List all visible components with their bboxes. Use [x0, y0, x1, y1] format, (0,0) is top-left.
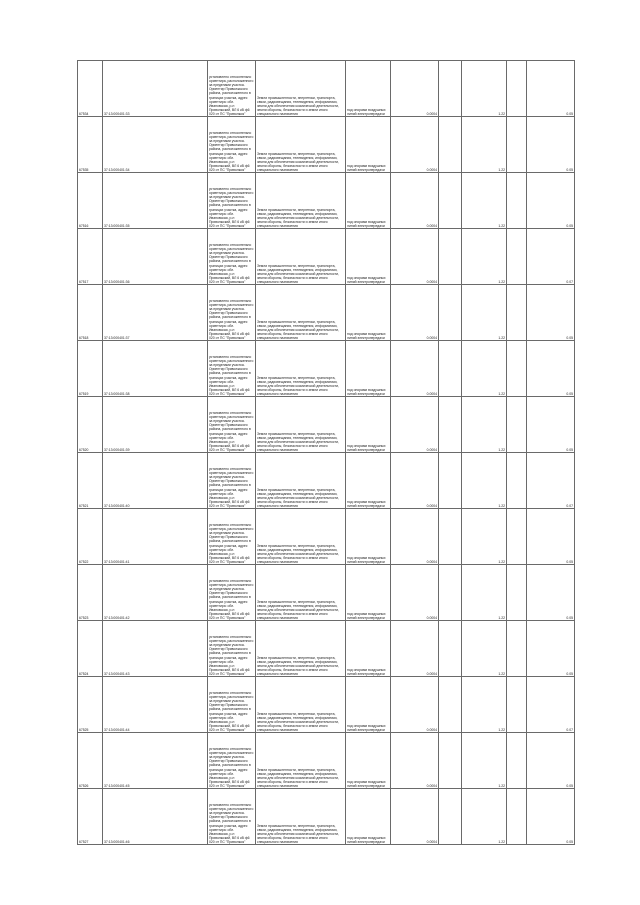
row-id-cell: 67520	[78, 397, 103, 453]
coefficient-cell: 1.22	[462, 789, 507, 845]
table-row	[78, 565, 575, 621]
table-row	[78, 173, 575, 229]
permitted-use-cell: под опорами воздушных линий электропередачи	[346, 509, 391, 565]
empty-cell	[507, 229, 527, 285]
rate-cell: 0.05	[527, 117, 575, 173]
rate-cell: 0.05	[527, 621, 575, 677]
coefficient-cell: 1.22	[462, 733, 507, 789]
location-description-cell: установлено относительно ориентира, расположенного за пределами участка. Ориентир Приволжского района, расположенного в границах участка, адрес ориентира: обл. Ивановская, р-н Приволжский, ВЛ 6 кВ ф6 020 от ПС "Приволжск"	[208, 61, 256, 117]
cadastral-number-cell: 37:13:000401:34	[103, 117, 208, 173]
permitted-use-cell: под опорами воздушных линий электропередачи	[346, 733, 391, 789]
row-id-cell: 67527	[78, 789, 103, 845]
empty-cell	[507, 677, 527, 733]
permitted-use-cell: под опорами воздушных линий электропередачи	[346, 117, 391, 173]
empty-cell	[439, 453, 462, 509]
land-category-cell: Земли промышленности, энергетики, транспорта, связи, радиовещания, телевидения, информатики, земли для обеспечения космической деятельности, земли обороны, безопасности и земли иного специального назначения	[256, 621, 346, 677]
rate-cell: 0.05	[527, 509, 575, 565]
empty-cell	[507, 61, 527, 117]
cadastral-number-cell: 37:13:000401:46	[103, 789, 208, 845]
area-cell: 0.0004	[391, 117, 439, 173]
rate-cell: 0.05	[527, 733, 575, 789]
row-id-cell: 67518	[78, 285, 103, 341]
empty-cell	[507, 453, 527, 509]
permitted-use-cell: под опорами воздушных линий электропередачи	[346, 789, 391, 845]
cadastral-number-cell: 37:13:000401:39	[103, 397, 208, 453]
coefficient-cell: 1.22	[462, 621, 507, 677]
cadastral-number-cell: 37:13:000401:42	[103, 565, 208, 621]
row-id-cell: 67516	[78, 173, 103, 229]
row-id-cell: 67526	[78, 733, 103, 789]
rate-cell: 0.05	[527, 789, 575, 845]
table-row	[78, 397, 575, 453]
table-row	[78, 341, 575, 397]
area-cell: 0.0004	[391, 509, 439, 565]
table-row	[78, 677, 575, 733]
row-id-cell: 67517	[78, 229, 103, 285]
table-row	[78, 621, 575, 677]
permitted-use-cell: под опорами воздушных линий электропередачи	[346, 677, 391, 733]
location-description-cell: установлено относительно ориентира, расположенного за пределами участка. Ориентир Приволжского района, расположенного в границах участка, адрес ориентира: обл. Ивановская, р-н Приволжский, ВЛ 6 кВ ф6 020 от ПС "Приволжск"	[208, 173, 256, 229]
location-description-cell: установлено относительно ориентира, расположенного за пределами участка. Ориентир Приволжского района, расположенного в границах участка, адрес ориентира: обл. Ивановская, р-н Приволжский, ВЛ 6 кВ ф6 020 от ПС "Приволжск"	[208, 453, 256, 509]
table-row	[78, 733, 575, 789]
empty-cell	[439, 173, 462, 229]
coefficient-cell: 1.22	[462, 117, 507, 173]
cadastral-number-cell: 37:13:000401:33	[103, 61, 208, 117]
cadastral-number-cell: 37:13:000401:44	[103, 677, 208, 733]
coefficient-cell: 1.22	[462, 397, 507, 453]
coefficient-cell: 1.22	[462, 565, 507, 621]
empty-cell	[439, 229, 462, 285]
empty-cell	[439, 117, 462, 173]
rate-cell: 0.05	[527, 565, 575, 621]
land-category-cell: Земли промышленности, энергетики, транспорта, связи, радиовещания, телевидения, информатики, земли для обеспечения космической деятельности, земли обороны, безопасности и земли иного специального назначения	[256, 397, 346, 453]
table-row	[78, 117, 575, 173]
location-description-cell: установлено относительно ориентира, расположенного за пределами участка. Ориентир Приволжского района, расположенного в границах участка, адрес ориентира: обл. Ивановская, р-н Приволжский, ВЛ 6 кВ ф6 020 от ПС "Приволжск"	[208, 509, 256, 565]
location-description-cell: установлено относительно ориентира, расположенного за пределами участка. Ориентир Приволжского района, расположенного в границах участка, адрес ориентира: обл. Ивановская, р-н Приволжский, ВЛ 6 кВ ф6 020 от ПС "Приволжск"	[208, 621, 256, 677]
area-cell: 0.0004	[391, 61, 439, 117]
rate-cell: 0.05	[527, 173, 575, 229]
location-description-cell: установлено относительно ориентира, расположенного за пределами участка. Ориентир Приволжского района, расположенного в границах участка, адрес ориентира: обл. Ивановская, р-н Приволжский, ВЛ 6 кВ ф6 020 от ПС "Приволжск"	[208, 341, 256, 397]
empty-cell	[439, 677, 462, 733]
empty-cell	[507, 789, 527, 845]
area-cell: 0.0004	[391, 285, 439, 341]
area-cell: 0.0004	[391, 341, 439, 397]
land-category-cell: Земли промышленности, энергетики, транспорта, связи, радиовещания, телевидения, информатики, земли для обеспечения космической деятельности, земли обороны, безопасности и земли иного специального назначения	[256, 509, 346, 565]
location-description-cell: установлено относительно ориентира, расположенного за пределами участка. Ориентир Приволжского района, расположенного в границах участка, адрес ориентира: обл. Ивановская, р-н Приволжский, ВЛ 6 кВ ф6 020 от ПС "Приволжск"	[208, 229, 256, 285]
empty-cell	[507, 565, 527, 621]
row-id-cell: 67535	[78, 117, 103, 173]
rate-cell: 0.05	[527, 397, 575, 453]
permitted-use-cell: под опорами воздушных линий электропередачи	[346, 341, 391, 397]
location-description-cell: установлено относительно ориентира, расположенного за пределами участка. Ориентир Приволжского района, расположенного в границах участка, адрес ориентира: обл. Ивановская, р-н Приволжский, ВЛ 6 кВ ф6 020 от ПС "Приволжск"	[208, 733, 256, 789]
table-row	[78, 453, 575, 509]
land-category-cell: Земли промышленности, энергетики, транспорта, связи, радиовещания, телевидения, информатики, земли для обеспечения космической деятельности, земли обороны, безопасности и земли иного специального назначения	[256, 229, 346, 285]
row-id-cell: 67524	[78, 621, 103, 677]
land-plots-table	[77, 60, 575, 845]
area-cell: 0.0004	[391, 565, 439, 621]
empty-cell	[439, 565, 462, 621]
land-category-cell: Земли промышленности, энергетики, транспорта, связи, радиовещания, телевидения, информатики, земли для обеспечения космической деятельности, земли обороны, безопасности и земли иного специального назначения	[256, 341, 346, 397]
row-id-cell: 67534	[78, 61, 103, 117]
coefficient-cell: 1.22	[462, 229, 507, 285]
empty-cell	[439, 397, 462, 453]
empty-cell	[507, 341, 527, 397]
table-row	[78, 509, 575, 565]
rate-cell: 0.05	[527, 341, 575, 397]
table-row	[78, 61, 575, 117]
coefficient-cell: 1.22	[462, 509, 507, 565]
permitted-use-cell: под опорами воздушных линий электропередачи	[346, 173, 391, 229]
land-category-cell: Земли промышленности, энергетики, транспорта, связи, радиовещания, телевидения, информатики, земли для обеспечения космической деятельности, земли обороны, безопасности и земли иного специального назначения	[256, 117, 346, 173]
location-description-cell: установлено относительно ориентира, расположенного за пределами участка. Ориентир Приволжского района, расположенного в границах участка, адрес ориентира: обл. Ивановская, р-н Приволжский, ВЛ 6 кВ ф6 020 от ПС "Приволжск"	[208, 677, 256, 733]
empty-cell	[507, 285, 527, 341]
row-id-cell: 67523	[78, 565, 103, 621]
empty-cell	[439, 61, 462, 117]
table-row	[78, 285, 575, 341]
area-cell: 0.0004	[391, 229, 439, 285]
location-description-cell: установлено относительно ориентира, расположенного за пределами участка. Ориентир Приволжского района, расположенного в границах участка, адрес ориентира: обл. Ивановская, р-н Приволжский, ВЛ 6 кВ ф6 020 от ПС "Приволжск"	[208, 565, 256, 621]
land-category-cell: Земли промышленности, энергетики, транспорта, связи, радиовещания, телевидения, информатики, земли для обеспечения космической деятельности, земли обороны, безопасности и земли иного специального назначения	[256, 565, 346, 621]
coefficient-cell: 1.22	[462, 677, 507, 733]
empty-cell	[439, 285, 462, 341]
coefficient-cell: 1.22	[462, 453, 507, 509]
permitted-use-cell: под опорами воздушных линий электропередачи	[346, 621, 391, 677]
rate-cell: 0.07	[527, 229, 575, 285]
permitted-use-cell: под опорами воздушных линий электропередачи	[346, 397, 391, 453]
empty-cell	[439, 621, 462, 677]
location-description-cell: установлено относительно ориентира, расположенного за пределами участка. Ориентир Приволжского района, расположенного в границах участка, адрес ориентира: обл. Ивановская, р-н Приволжский, ВЛ 6 кВ ф6 020 от ПС "Приволжск"	[208, 789, 256, 845]
table-row	[78, 789, 575, 845]
location-description-cell: установлено относительно ориентира, расположенного за пределами участка. Ориентир Приволжского района, расположенного в границах участка, адрес ориентира: обл. Ивановская, р-н Приволжский, ВЛ 6 кВ ф6 020 от ПС "Приволжск"	[208, 117, 256, 173]
empty-cell	[507, 117, 527, 173]
cadastral-number-cell: 37:13:000401:38	[103, 341, 208, 397]
area-cell: 0.0004	[391, 733, 439, 789]
empty-cell	[439, 789, 462, 845]
row-id-cell: 67521	[78, 453, 103, 509]
empty-cell	[507, 733, 527, 789]
empty-cell	[507, 621, 527, 677]
empty-cell	[507, 173, 527, 229]
row-id-cell: 67519	[78, 341, 103, 397]
row-id-cell: 67525	[78, 677, 103, 733]
rate-cell: 0.07	[527, 677, 575, 733]
permitted-use-cell: под опорами воздушных линий электропередачи	[346, 61, 391, 117]
permitted-use-cell: под опорами воздушных линий электропередачи	[346, 285, 391, 341]
cadastral-number-cell: 37:13:000401:36	[103, 229, 208, 285]
area-cell: 0.0004	[391, 397, 439, 453]
permitted-use-cell: под опорами воздушных линий электропередачи	[346, 229, 391, 285]
cadastral-number-cell: 37:13:000401:40	[103, 453, 208, 509]
empty-cell	[439, 509, 462, 565]
land-category-cell: Земли промышленности, энергетики, транспорта, связи, радиовещания, телевидения, информатики, земли для обеспечения космической деятельности, земли обороны, безопасности и земли иного специального назначения	[256, 789, 346, 845]
land-category-cell: Земли промышленности, энергетики, транспорта, связи, радиовещания, телевидения, информатики, земли для обеспечения космической деятельности, земли обороны, безопасности и земли иного специального назначения	[256, 733, 346, 789]
land-category-cell: Земли промышленности, энергетики, транспорта, связи, радиовещания, телевидения, информатики, земли для обеспечения космической деятельности, земли обороны, безопасности и земли иного специального назначения	[256, 677, 346, 733]
area-cell: 0.0004	[391, 173, 439, 229]
empty-cell	[507, 509, 527, 565]
empty-cell	[439, 733, 462, 789]
empty-cell	[439, 341, 462, 397]
location-description-cell: установлено относительно ориентира, расположенного за пределами участка. Ориентир Приволжского района, расположенного в границах участка, адрес ориентира: обл. Ивановская, р-н Приволжский, ВЛ 6 кВ ф6 020 от ПС "Приволжск"	[208, 285, 256, 341]
coefficient-cell: 1.22	[462, 173, 507, 229]
cadastral-number-cell: 37:13:000401:45	[103, 733, 208, 789]
area-cell: 0.0004	[391, 677, 439, 733]
cadastral-number-cell: 37:13:000401:41	[103, 509, 208, 565]
rate-cell: 0.05	[527, 61, 575, 117]
empty-cell	[507, 397, 527, 453]
land-category-cell: Земли промышленности, энергетики, транспорта, связи, радиовещания, телевидения, информатики, земли для обеспечения космической деятельности, земли обороны, безопасности и земли иного специального назначения	[256, 285, 346, 341]
table-row	[78, 229, 575, 285]
cadastral-number-cell: 37:13:000401:43	[103, 621, 208, 677]
location-description-cell: установлено относительно ориентира, расположенного за пределами участка. Ориентир Приволжского района, расположенного в границах участка, адрес ориентира: обл. Ивановская, р-н Приволжский, ВЛ 6 кВ ф6 020 от ПС "Приволжск"	[208, 397, 256, 453]
coefficient-cell: 1.22	[462, 341, 507, 397]
land-category-cell: Земли промышленности, энергетики, транспорта, связи, радиовещания, телевидения, информатики, земли для обеспечения космической деятельности, земли обороны, безопасности и земли иного специального назначения	[256, 61, 346, 117]
permitted-use-cell: под опорами воздушных линий электропередачи	[346, 565, 391, 621]
area-cell: 0.0004	[391, 453, 439, 509]
cadastral-number-cell: 37:13:000401:35	[103, 173, 208, 229]
row-id-cell: 67522	[78, 509, 103, 565]
rate-cell: 0.05	[527, 285, 575, 341]
rate-cell: 0.07	[527, 453, 575, 509]
land-category-cell: Земли промышленности, энергетики, транспорта, связи, радиовещания, телевидения, информатики, земли для обеспечения космической деятельности, земли обороны, безопасности и земли иного специального назначения	[256, 453, 346, 509]
area-cell: 0.0004	[391, 621, 439, 677]
coefficient-cell: 1.22	[462, 61, 507, 117]
table-body	[78, 61, 575, 845]
cadastral-number-cell: 37:13:000401:37	[103, 285, 208, 341]
land-category-cell: Земли промышленности, энергетики, транспорта, связи, радиовещания, телевидения, информатики, земли для обеспечения космической деятельности, земли обороны, безопасности и земли иного специального назначения	[256, 173, 346, 229]
area-cell: 0.0004	[391, 789, 439, 845]
permitted-use-cell: под опорами воздушных линий электропередачи	[346, 453, 391, 509]
coefficient-cell: 1.22	[462, 285, 507, 341]
